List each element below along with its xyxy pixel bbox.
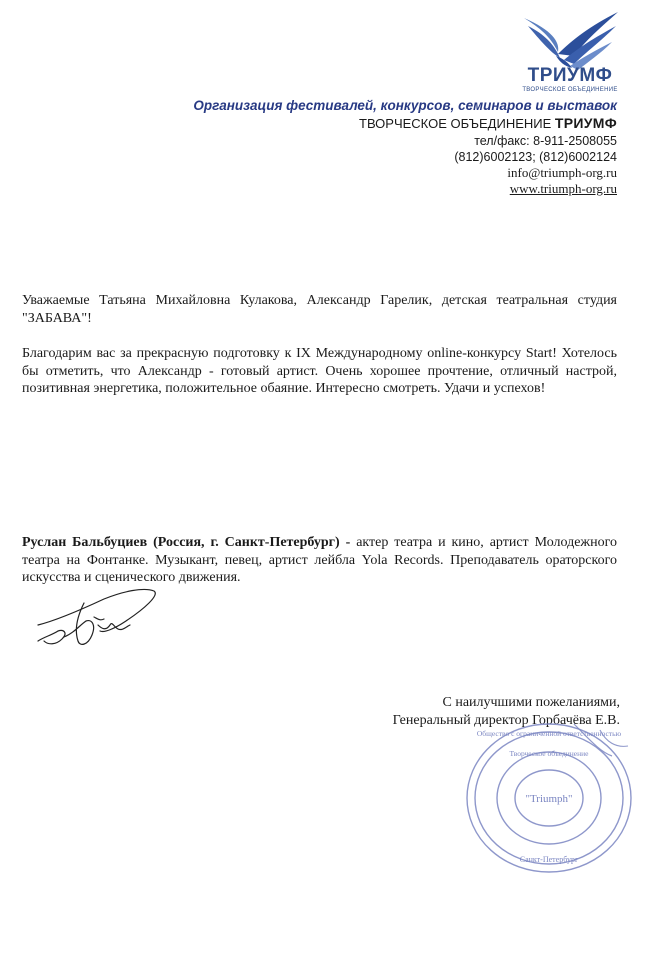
phones: (812)6002123; (812)6002124 [454, 150, 617, 164]
stamp-outer-text: Общество с ограниченной ответственностью [476, 729, 622, 738]
greeting: Уважаемые Татьяна Михайловна Кулакова, Александр Гарелик, детская театральная студия "ЗАБАВА"! [22, 293, 617, 326]
org-brand: ТРИУМФ [554, 115, 617, 131]
letter-body: Благодарим вас за прекрасную подготовку к IX Международному online-конкурсу Start! Хотелось бы отметить, что Александр - готовый артист. Очень хорошее прочтение, отличный настрой, позитивная энергетика, положительное обаяние. Интересно смотреть. Удачи и успехов! [22, 346, 617, 397]
logo-text-block [520, 66, 620, 94]
website-link[interactable]: www.triumph-org.ru [509, 181, 617, 196]
jury-bio: актер театра и кино, артист Молодежного театра на Фонтанке. Музыкант, певец, артист лейбла Yola Records. Преподаватель ораторского искусства и сценического движения. [22, 535, 617, 586]
org-prefix: ТВОРЧЕСКОЕ ОБЪЕДИНЕНИЕ [359, 116, 552, 131]
logo-wordmark: ТРИУМФ [527, 65, 613, 86]
closing-text: С наилучшими пожеланиями, [442, 695, 620, 710]
email[interactable]: info@triumph-org.ru [507, 165, 617, 180]
jury-paragraph [22, 534, 617, 587]
phone-fax: тел/факс: 8-911-2508055 [474, 134, 617, 148]
signatory: Генеральный директор Горбачёва Е.В. [392, 713, 620, 728]
stamp-city-text: Санкт-Петербург [519, 855, 579, 864]
org-description: Организация фестивалей, конкурсов, семинаров и выставок [193, 98, 617, 113]
stamp-center-text: "Triumph" [525, 793, 573, 805]
logo-subtitle: ТВОРЧЕСКОЕ ОБЪЕДИНЕНИЕ [522, 87, 618, 93]
company-stamp [462, 718, 637, 878]
org-name [193, 114, 617, 133]
letterhead [193, 97, 617, 197]
stamp-middle-text: Творческое объединение [509, 749, 589, 758]
signature [34, 585, 174, 655]
jury-name: Руслан Бальбуциев (Россия, г. Санкт-Петербург) - [22, 535, 351, 550]
